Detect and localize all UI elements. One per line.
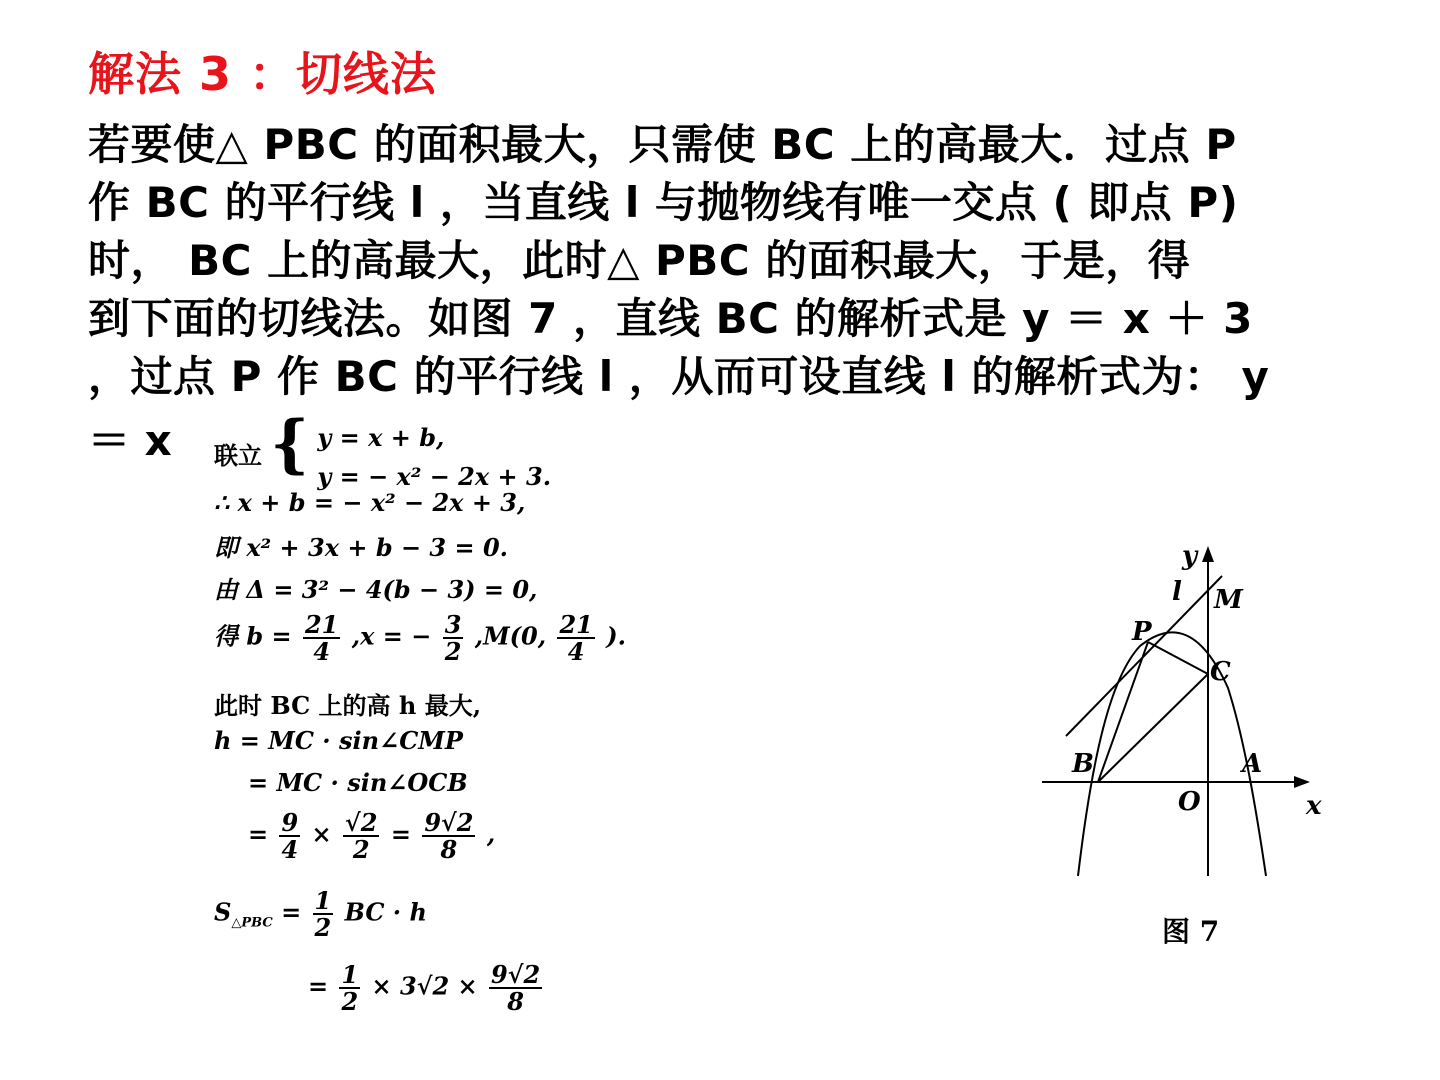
system-eq-2: y = − x² − 2x + 3.: [317, 461, 552, 491]
fraction-3-2: $\frac{3}{2}$: [444, 610, 462, 667]
area-symbol: S: [214, 897, 232, 927]
figure-7-diagram: [1030, 538, 1360, 898]
step-h2: = MC · sin∠OCB: [248, 768, 468, 797]
paragraph-line-1: 若要使△ PBC 的面积最大，只需使 BC 上的高最大．过点 P: [88, 120, 1237, 169]
slide-title: 解法 3 ：切线法: [88, 47, 438, 101]
parabola: [1078, 632, 1266, 876]
label-a: A: [1242, 749, 1263, 779]
fraction-sqrt2-2: $\frac{√2}{2}$: [345, 808, 378, 865]
paragraph-line-5: ，过点 P 作 BC 的平行线 l ，从而可设直线 l 的解析式为： y: [88, 352, 1270, 401]
label-x: x: [1306, 791, 1322, 821]
solution-steps: [208, 400, 708, 1040]
label-b: B: [1072, 749, 1094, 779]
label-p: P: [1132, 617, 1152, 647]
fraction-9sqrt2-8-b: $\frac{9√2}{8}$: [491, 960, 541, 1017]
label-l: l: [1172, 577, 1182, 607]
area-subscript: △PBC: [231, 915, 273, 931]
step-you: 由 Δ = 3² − 4(b − 3) = 0,: [214, 575, 538, 604]
fraction-9sqrt2-8: $\frac{9√2}{8}$: [424, 808, 474, 865]
x-axis-arrow-icon: [1294, 776, 1310, 788]
step-de-m: ,M(0,: [474, 621, 547, 651]
step-h3: = $\frac{9}{4}$ × $\frac{√2}{2}$ = $\frac{9√2}{8}$ ,: [248, 808, 496, 865]
fraction-21-4: $\frac{21}{4}$: [304, 610, 339, 667]
label-o: O: [1178, 787, 1201, 817]
paragraph-line-4: 到下面的切线法。如图 7 ，直线 BC 的解析式是 y ＝ x ＋ 3: [88, 294, 1253, 343]
fraction-21-4-m: $\frac{21}{4}$: [559, 610, 593, 667]
step-therefore: ∴ x + b = − x² − 2x + 3,: [214, 488, 526, 517]
segment-pb: [1098, 642, 1148, 782]
step-h1: h = MC · sin∠CMP: [214, 726, 463, 755]
lianli-label: 联立: [214, 441, 262, 470]
step-ji: 即 x² + 3x + b − 3 = 0.: [214, 533, 508, 562]
fraction-1-2: $\frac{1}{2}$: [314, 886, 332, 943]
label-c: C: [1210, 657, 1231, 687]
fraction-1-2-b: $\frac{1}{2}$: [341, 960, 359, 1017]
step-de: [214, 610, 626, 667]
step-area: $S_{\triangle PBC}$ = $\frac{1}{2}$ BC · h: [214, 886, 427, 943]
step-de-prefix: 得 b =: [214, 621, 292, 651]
fraction-9-4: $\frac{9}{4}$: [281, 808, 299, 865]
segment-pc: [1148, 642, 1208, 674]
label-m: M: [1214, 585, 1243, 615]
figure-caption: 图 7: [1162, 915, 1220, 948]
step-de-end: ).: [606, 621, 626, 651]
brace-icon: {: [270, 407, 309, 481]
equation-continuation: ＝ x: [88, 416, 172, 465]
paragraph-line-2: 作 BC 的平行线 l ，当直线 l 与抛物线有唯一交点 ( 即点 P): [88, 178, 1239, 227]
step-de-x: ,x = −: [351, 621, 432, 651]
y-axis-arrow-icon: [1202, 546, 1214, 562]
system-eq-1: y = x + b,: [317, 423, 445, 453]
step-cishi: 此时 BC 上的高 h 最大,: [214, 691, 482, 720]
label-y: y: [1182, 541, 1198, 571]
paragraph-line-3: 时， BC 上的高最大，此时△ PBC 的面积最大，于是，得: [88, 236, 1191, 285]
step-area-value: = $\frac{1}{2}$ × 3√2 × $\frac{9√2}{8}$: [308, 960, 541, 1017]
system-of-equations: [214, 407, 552, 496]
